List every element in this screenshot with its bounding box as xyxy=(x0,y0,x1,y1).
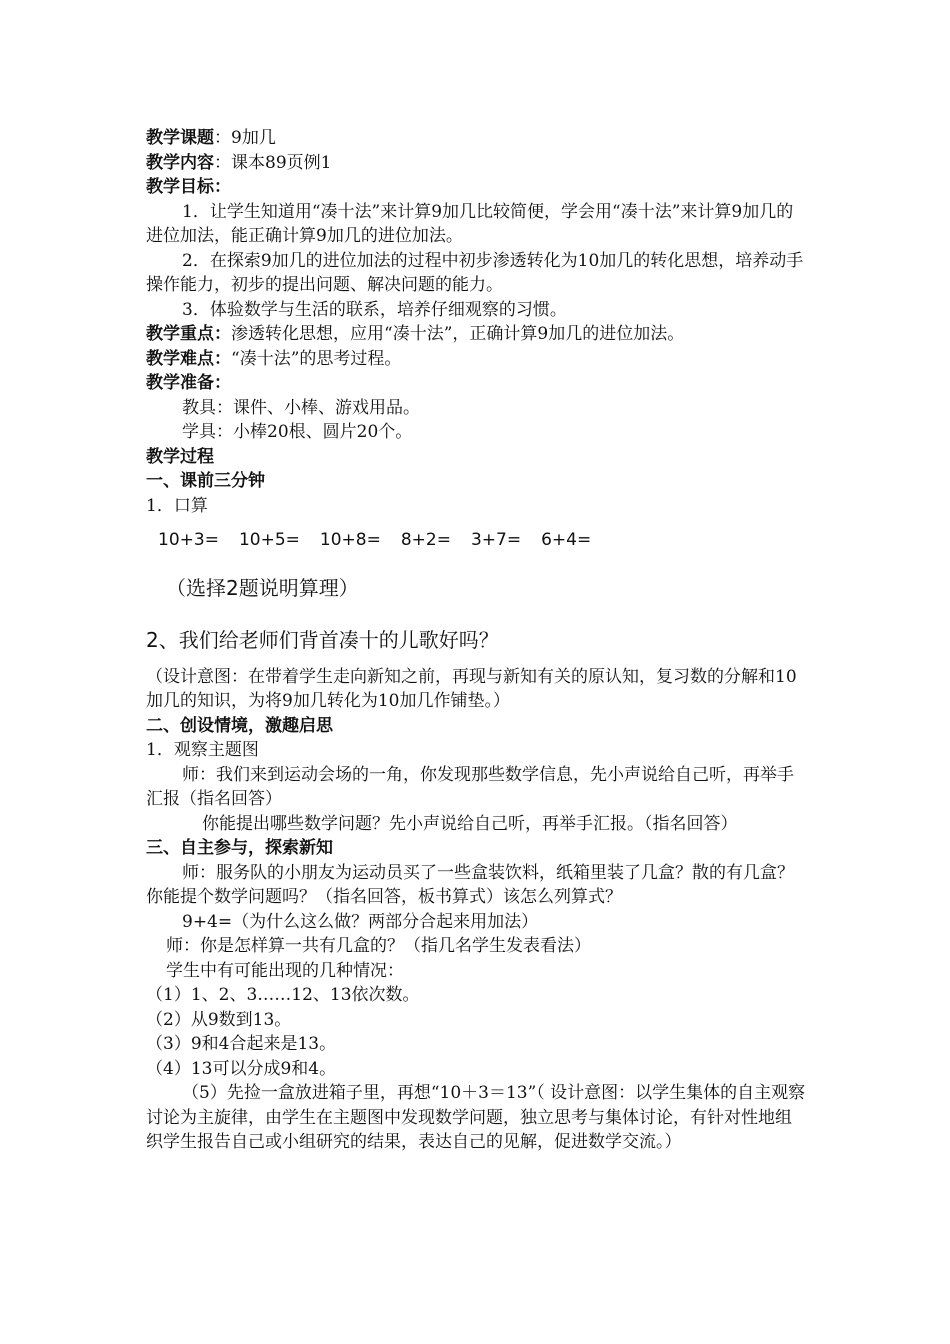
lesson-topic-value: ：9加几 xyxy=(214,128,276,148)
case-4: （4）13可以分成9和4。 xyxy=(146,1058,337,1079)
section-2-title: 二、创设情境，激趣启思 xyxy=(146,715,333,736)
difficulty-text: “凑十法”的思考过程。 xyxy=(231,348,402,369)
goal-2: 2．在探索9加几的进位加法的过程中初步渗透转化为10加几的转化思想，培养动手操作能力，初步的提出问题、解决问题的能力。 xyxy=(146,250,804,295)
section-2-item-1: 1．观察主题图 xyxy=(146,740,259,760)
process-heading: 教学过程 xyxy=(146,446,214,467)
document-body xyxy=(146,126,806,1155)
calc-item: 3+7= xyxy=(470,530,522,550)
section-2-teacher-1: 师：我们来到运动会场的一角，你发现那些数学信息，先小声说给自己听，再举手汇报（指名回答） xyxy=(146,764,794,809)
teacher-tools: 教具：课件、小棒、游戏用品。 xyxy=(182,397,420,418)
section-3-equation: 9+4=（为什么这么做？两部分合起来用加法） xyxy=(182,911,539,932)
calc-item: 10+8= xyxy=(319,530,381,550)
key-point-label: 教学重点： xyxy=(146,324,231,344)
lesson-content-line xyxy=(146,151,806,176)
key-point-text: 渗透转化思想，应用“凑十法”，正确计算9加几的进位加法。 xyxy=(231,324,685,344)
preparation-heading: 教学准备： xyxy=(146,373,231,393)
section-3-teacher-2: 师：你是怎样算一共有几盒的？（指几名学生发表看法） xyxy=(166,936,591,956)
calc-item: 10+5= xyxy=(238,530,300,550)
lesson-content-value: ：课本89页例1 xyxy=(214,152,332,173)
lesson-content-label: 教学内容 xyxy=(146,152,214,173)
case-1: （1）1、2、3……12、13依次数。 xyxy=(146,985,420,1005)
difficulty-line xyxy=(146,347,806,372)
difficulty-label: 教学难点： xyxy=(146,348,231,369)
case-2: （2）从9数到13。 xyxy=(146,1009,292,1030)
calc-item: 10+3= xyxy=(158,530,219,550)
section-3-cases-intro: 学生中有可能出现的几种情况： xyxy=(166,960,404,981)
calc-item: 8+2= xyxy=(400,530,451,550)
case-3: （3）9和4合起来是13。 xyxy=(146,1034,337,1054)
section-3-title: 三、自主参与，探索新知 xyxy=(146,838,333,858)
design-note-1: （设计意图：在带着学生走向新知之前，再现与新知有关的原认知，复习数的分解和10加几的知识，为将9加几转化为10加几作铺垫。） xyxy=(146,666,797,711)
section-1-title: 一、课前三分钟 xyxy=(146,471,265,491)
section-3-teacher-1: 师：服务队的小朋友为运动员买了一些盒装饮料，纸箱里装了几盒？散的有几盒？你能提个数学问题吗？（指名回答，板书算式）该怎么列算式？ xyxy=(146,862,794,907)
section-2-teacher-2: 你能提出哪些数学问题？先小声说给自己听，再举手汇报。（指名回答） xyxy=(202,813,738,834)
key-point-line xyxy=(146,322,806,347)
goal-3: 3．体验数学与生活的联系，培养仔细观察的习惯。 xyxy=(182,299,567,320)
goal-1: 1．让学生知道用“凑十法”来计算9加几比较简便，学会用“凑十法”来计算9加几的进位加法，能正确计算9加几的进位加法。 xyxy=(146,201,794,246)
calc-item: 6+4= xyxy=(541,530,592,550)
choose-note: （选择2题说明算理） xyxy=(166,575,359,600)
goals-heading: 教学目标： xyxy=(146,177,231,197)
student-tools: 学具：小棒20根、圆片20个。 xyxy=(182,422,413,442)
case-5: （5）先捡一盒放进箱子里，再想“10＋3＝13”（ 设计意图：以学生集体的自主观察讨论为主旋律，由学生在主题图中发现数学问题，独立思考与集体讨论，有针对性地组织学生报告自己或小组研究的结果，表达自己的见解，促进数学交流。） xyxy=(146,1083,806,1152)
song-question: 2、我们给老师们背首凑十的儿歌好吗？ xyxy=(146,627,499,652)
mental-math-row xyxy=(146,528,806,553)
lesson-topic-line xyxy=(146,126,806,151)
lesson-topic-label: 教学课题 xyxy=(146,128,214,148)
section-1-item-1: 1．口算 xyxy=(146,495,208,516)
